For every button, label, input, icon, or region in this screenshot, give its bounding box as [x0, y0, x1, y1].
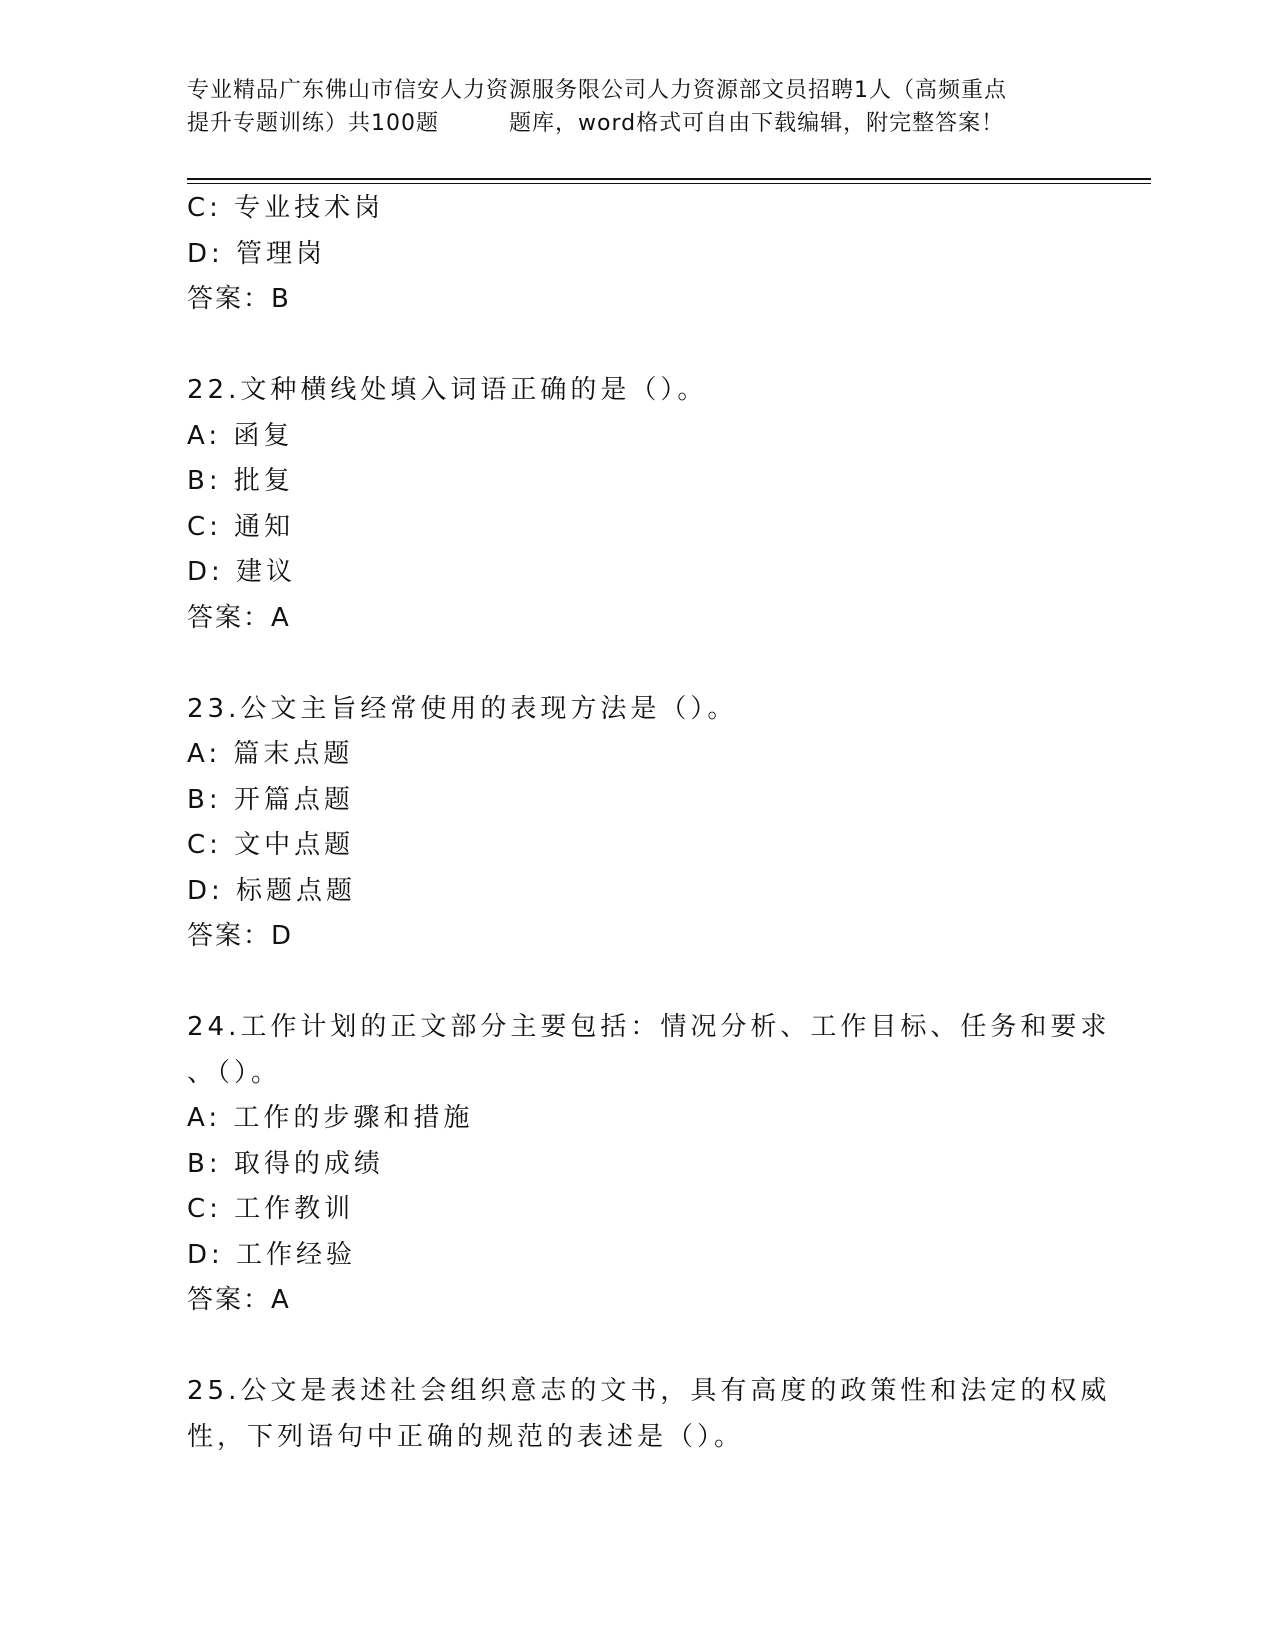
- option-d: D: 标题点题: [187, 875, 357, 906]
- answer-line: 答案：A: [187, 602, 291, 633]
- question-block-23: [187, 687, 1087, 960]
- question-list: [187, 186, 1111, 1460]
- question-block-21-partial: [187, 186, 1087, 323]
- header-line-2: [187, 107, 1087, 140]
- answer-line: 答案：D: [187, 921, 294, 951]
- header-line-1: 专业精品广东佛山市信安人力资源服务限公司人力资源部文员招聘1人（高频重点: [187, 78, 1007, 103]
- question-text: 23.公文主旨经常使用的表现方法是（）。: [187, 693, 738, 724]
- header-divider-thin: [187, 183, 1151, 184]
- question-block-22: [187, 368, 1087, 641]
- option-b: B: 取得的成绩: [187, 1148, 384, 1179]
- option-b: B: 批复: [187, 466, 294, 496]
- option-b: B: 开篇点题: [187, 784, 354, 815]
- header-line-2-part-1: 提升专题训练）共100题: [187, 111, 439, 136]
- header-line-2-part-2: 题库，word格式可自由下载编辑，附完整答案！: [509, 111, 1005, 136]
- question-text: 25.公文是表述社会组织意志的文书，具有高度的政策性和法定的权威: [187, 1376, 1111, 1406]
- question-block-24: [187, 1005, 1111, 1324]
- header-divider-thick: [187, 178, 1151, 180]
- option-a: A: 函复: [187, 420, 294, 451]
- question-text-continued: 性，下列语句中正确的规范的表述是（）。: [187, 1421, 745, 1452]
- option-d: D: 建议: [187, 557, 297, 587]
- document-header: [187, 74, 1087, 140]
- answer-line: 答案：B: [187, 284, 291, 314]
- option-c: C: 专业技术岗: [187, 193, 385, 223]
- option-a: A: 工作的步骤和措施: [187, 1103, 474, 1133]
- option-d: D: 工作经验: [187, 1239, 357, 1270]
- option-d: D: 管理岗: [187, 238, 327, 269]
- question-text-continued: 、（）。: [187, 1057, 282, 1088]
- option-c: C: 文中点题: [187, 830, 355, 860]
- answer-line: 答案：A: [187, 1285, 291, 1315]
- question-block-25: [187, 1369, 1111, 1460]
- option-c: C: 通知: [187, 511, 295, 542]
- option-c: C: 工作教训: [187, 1194, 355, 1224]
- question-text: 22.文种横线处填入词语正确的是（）。: [187, 375, 708, 405]
- question-text: 24.工作计划的正文部分主要包括：情况分析、工作目标、任务和要求: [187, 1012, 1111, 1042]
- option-a: A: 篇末点题: [187, 739, 354, 769]
